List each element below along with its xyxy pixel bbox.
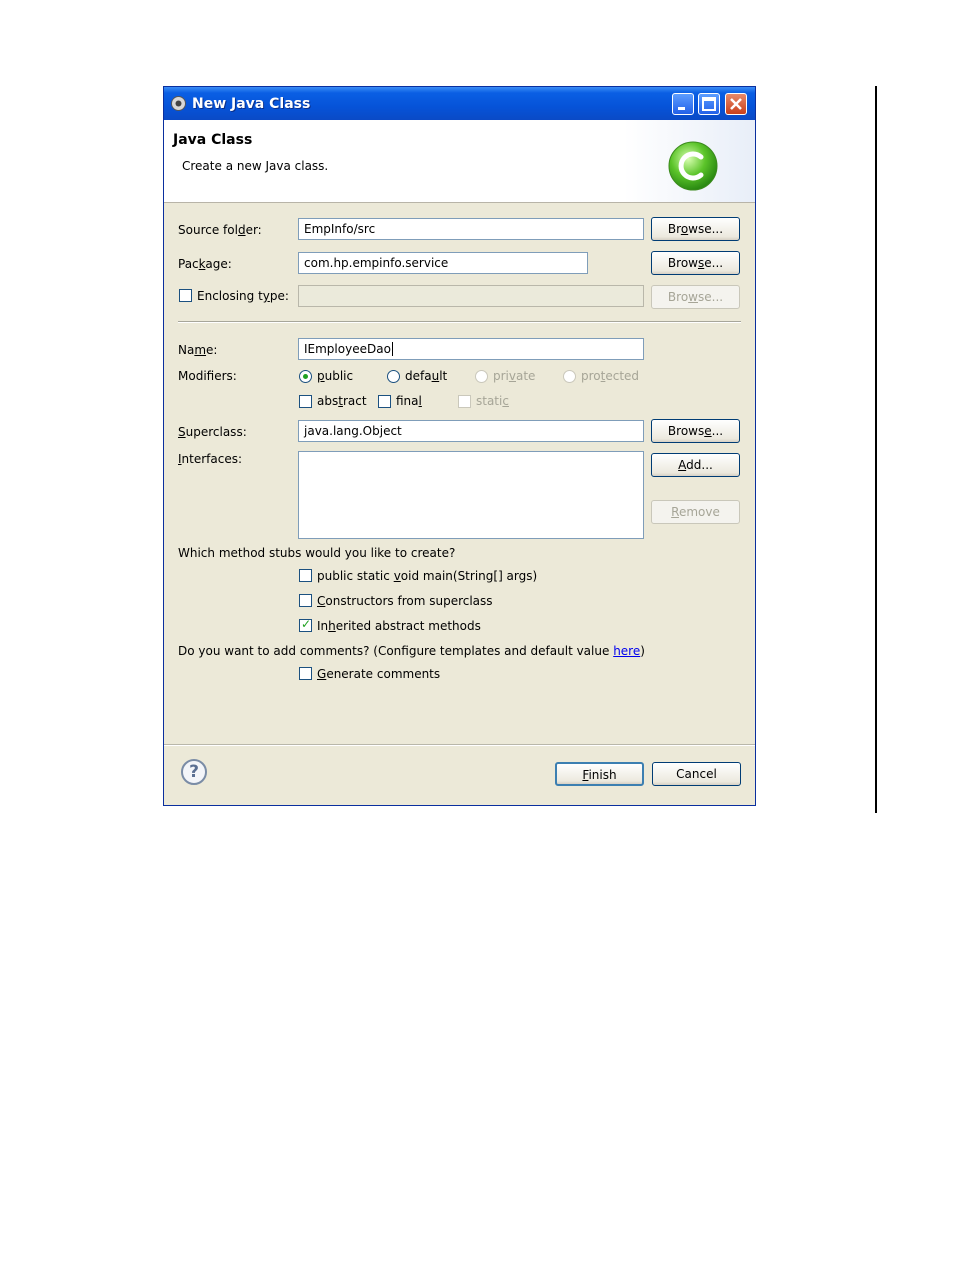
label-part: Na [178,343,195,357]
label-part: Enclosing t [197,289,263,303]
title-bar[interactable] [164,87,755,120]
mnemonic: F [582,768,589,782]
label-part: pe: [269,289,289,303]
constructors-checkbox[interactable] [299,594,312,607]
banner-title: Java Class [173,132,253,148]
mnemonic: S [178,425,186,439]
package-label [178,257,232,271]
label-part: e... [704,256,724,270]
label-part: defa [405,369,432,383]
source-folder-input[interactable]: EmpInfo/src [298,218,644,240]
label-part: nterfaces: [181,452,243,466]
eclipse-gear-icon [170,95,187,112]
main-method-checkbox[interactable] [299,569,312,582]
comments-question [178,644,645,658]
final-label [396,394,422,408]
superclass-browse-button[interactable] [651,419,740,443]
mnemonic: R [671,505,679,519]
mnemonic: u [431,369,440,383]
main-method-label [317,569,537,583]
static-checkbox [458,395,471,408]
private-radio [475,370,488,383]
interfaces-remove-button [651,500,740,524]
abstract-checkbox[interactable] [299,395,312,408]
name-value: IEmployeeDao [304,342,391,356]
check-mark-icon: ✓ [301,617,312,631]
interfaces-add-button[interactable] [651,453,740,477]
method-stubs-question: Which method stubs would you like to create? [178,546,456,560]
mnemonic: y [262,289,270,303]
source-folder-browse-button[interactable] [651,217,740,241]
maximize-icon [699,94,719,114]
mnemonic: w [688,290,698,304]
mnemonic: A [678,458,687,472]
interfaces-label [178,452,242,466]
label-part: uperclass: [185,425,247,439]
mnemonic: c [502,394,509,408]
label-part: enerate comments [326,667,441,681]
label-part: fina [396,394,419,408]
label-part: emove [678,505,720,519]
banner-description: Create a new Java class. [182,159,329,173]
label-part: stati [476,394,503,408]
superclass-label [178,425,247,439]
label-part: e: [206,343,218,357]
radio-selected-dot [303,374,308,379]
close-button[interactable] [725,93,747,115]
constructors-label [317,594,493,608]
close-icon [726,94,746,114]
label-part: Br [667,222,681,236]
mnemonic: k [198,257,206,271]
source-folder-label [178,223,262,237]
private-label [493,369,535,383]
label-part: ... [711,424,724,438]
default-label [405,369,447,383]
label-part: Brows [667,424,705,438]
label-part: pro [581,369,601,383]
mnemonic: I [178,452,182,466]
new-java-class-dialog [163,86,756,806]
label-part: pri [493,369,509,383]
label-part: Brow [667,256,698,270]
help-icon[interactable]: ? [181,759,207,785]
inherited-methods-checkbox[interactable] [299,619,312,632]
configure-templates-link[interactable]: here [613,644,641,658]
default-radio[interactable] [387,370,400,383]
page-vertical-rule [875,86,877,813]
label-part: onstructors from superclass [325,594,493,608]
label-part: Do you want to add comments? (Configure templates and default value [178,644,614,658]
label-part: Source fol [178,223,238,237]
finish-button[interactable] [555,762,644,786]
text-cursor [392,342,393,356]
label-part: age: [205,257,232,271]
label-part: erited abstract methods [335,619,481,633]
protected-radio [563,370,576,383]
label-part: ected [605,369,640,383]
label-part: dd... [686,458,713,472]
static-label [476,394,509,408]
mnemonic: l [418,394,422,408]
mnemonic: h [328,619,336,633]
package-input[interactable]: com.hp.empinfo.service [298,252,588,274]
footer-separator [164,744,755,746]
window-title: New Java Class [192,96,311,112]
label-part: ) [640,644,645,658]
generate-comments-checkbox[interactable] [299,667,312,680]
mnemonic: d [237,223,246,237]
modifiers-label: Modifiers: [178,369,237,383]
label-part: ate [516,369,536,383]
java-class-logo-icon [667,140,719,192]
superclass-input[interactable]: java.lang.Object [298,420,644,442]
final-checkbox[interactable] [378,395,391,408]
public-radio[interactable] [299,370,312,383]
enclosing-type-browse-button [651,285,740,309]
public-label [317,369,353,383]
cancel-button[interactable]: Cancel [652,762,741,786]
name-input[interactable] [298,338,644,360]
label-part: oid main(String[] args) [400,569,538,583]
package-browse-button[interactable] [651,251,740,275]
inherited-methods-label [317,619,481,633]
section-separator [178,321,741,323]
enclosing-type-label [197,289,289,303]
label-part: Bro [667,290,689,304]
mnemonic: v [508,369,516,383]
mnemonic: m [194,343,207,357]
name-label [178,343,217,357]
mnemonic: p [317,369,325,383]
label-part: abs [317,394,339,408]
mnemonic: e [704,424,712,438]
label-part: Pac [178,257,199,271]
label-part: wse... [688,222,724,236]
label-part: ract [342,394,367,408]
enclosing-type-checkbox[interactable] [179,289,192,302]
minimize-button[interactable] [672,93,694,115]
mnemonic: t [600,369,606,383]
label-part: In [317,619,329,633]
mnemonic: s [697,256,705,270]
label-part: er: [245,223,262,237]
maximize-button[interactable] [698,93,720,115]
minimize-icon [673,94,693,114]
mnemonic: t [338,394,343,408]
protected-label [581,369,639,383]
label-part: inish [588,768,617,782]
wizard-banner [164,120,755,203]
enclosing-type-input [298,285,644,307]
mnemonic: v [393,569,401,583]
label-part: lt [439,369,448,383]
mnemonic: C [317,594,326,608]
label-part: se... [698,290,724,304]
mnemonic: G [317,667,327,681]
interfaces-list[interactable] [298,451,644,539]
label-part: public static [317,569,394,583]
label-part: ublic [324,369,354,383]
abstract-label [317,394,367,408]
mnemonic: o [680,222,689,236]
generate-comments-label [317,667,440,681]
